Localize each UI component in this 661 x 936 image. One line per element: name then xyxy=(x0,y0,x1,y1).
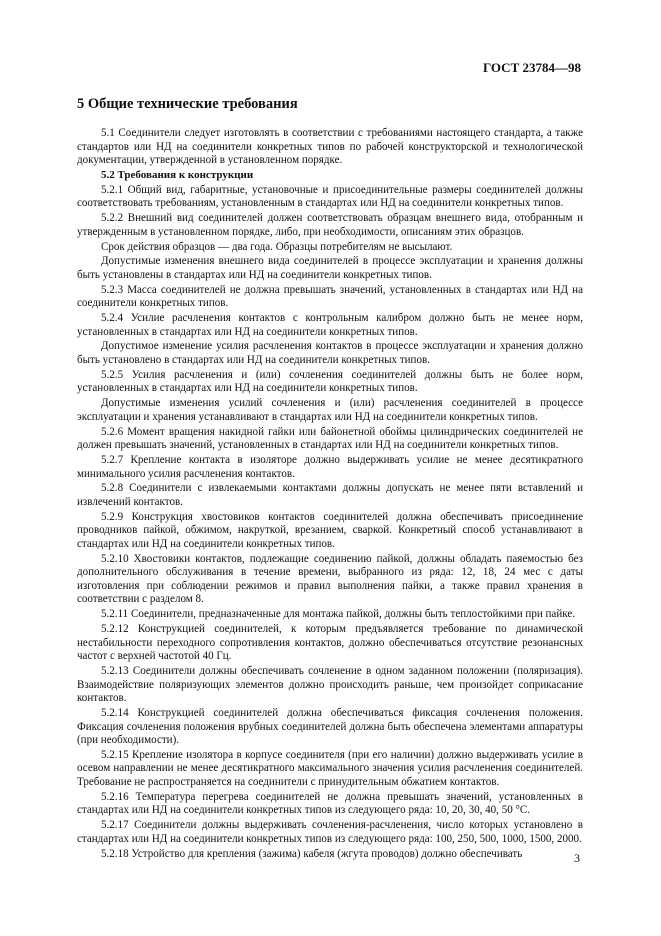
paragraph-list xyxy=(77,127,583,861)
paragraph: 5.2.8 Соединители с извлекаемыми контактами должны допускать не менее пяти вставлений и извлечений контактов. xyxy=(77,482,583,508)
paragraph: 5.2.18 Устройство для крепления (зажима) кабеля (жгута проводов) должно обеспечивать xyxy=(101,847,523,860)
page-content xyxy=(77,96,583,862)
paragraph: 5.2.16 Температура перегрева соединителей не должна превышать значений, установленных в стандартах или НД на соединители конкретных типов из следующего ряда: 10, 20, 30, 40, 50 °С. xyxy=(77,790,583,817)
paragraph: 5.2.1 Общий вид, габаритные, установочные и присоединительные размеры соединителей должны соответствовать требованиям, установленным в стандартах или НД на соединители конкретных типов. xyxy=(77,183,583,210)
paragraph: 5.2.6 Момент вращения накидной гайки или байонетной обоймы цилиндрических соединителей не должен превышать значений, установленных в стандартах или НД на соединители конкретных типов. xyxy=(77,425,583,452)
subsection-heading: 5.2 Требования к конструкции xyxy=(101,168,254,181)
paragraph: Срок действия образцов — два года. Образцы потребителям не высылают. xyxy=(101,240,453,253)
paragraph: 5.2.13 Соединители должны обеспечивать сочленение в одном заданном положении (поляризация). Взаимодействие поляризующих элементов должно происходить раньше, чем произойдет соприкасание контактов. xyxy=(77,664,583,705)
page-number: 3 xyxy=(574,851,580,865)
paragraph: 5.2.3 Масса соединителей не должна превышать значений, установленных в стандартах или НД на соединители конкретных типов. xyxy=(77,283,583,310)
paragraph: 5.2.7 Крепление контакта в изоляторе должно выдерживать усилие не менее десятикратного минимального усилия расчленения контактов. xyxy=(77,453,583,480)
section-title: 5 Общие технические требования xyxy=(77,96,298,112)
paragraph: 5.2.12 Конструкцией соединителей, к которым предъявляется требование по динамической нестабильности переходного сопротивления контактов, должно обеспечиваться отсутствие резонансных частот с верхней частотой 40 Гц. xyxy=(77,622,583,663)
paragraph: 5.2.10 Хвостовики контактов, подлежащие соединению пайкой, должны обладать паяемостью без дополнительного обслуживания в течение времени, выбранного из ряда: 12, 18, 24 мес с даты изготовления при соблюдении режимов и правил выполнения пайки, а также правил хранения в соответствии с разделом 8. xyxy=(77,552,583,606)
paragraph: 5.2.17 Соединители должны выдерживать сочленения-расчленения, число которых установлено в стандартах или НД на соединители конкретных типов из следующего ряда: 100, 250, 500, 1000, 1500, 2000. xyxy=(77,819,583,845)
paragraph: Допустимые изменения внешнего вида соединителей в процессе эксплуатации и хранения должны быть установлены в стандартах или НД на соединители конкретных типов. xyxy=(77,255,583,281)
paragraph: 5.1 Соединители следует изготовлять в соответствии с требованиями настоящего стандарта, а также стандартов или НД на соединители конкретных типов по рабочей конструкторской и технологической документации, утвержденной в установленном порядке. xyxy=(77,127,583,167)
paragraph: 5.2.11 Соединители, предназначенные для монтажа пайкой, должны быть теплостойкими при пайке. xyxy=(101,608,575,621)
paragraph: Допустимые изменения усилий сочленения и (или) расчленения соединителей в процессе эксплуатации и хранения устанавливают в стандартах или НД на соединители конкретных типов. xyxy=(77,397,583,423)
document-code: ГОСТ 23784—98 xyxy=(482,60,581,75)
paragraph: 5.2.2 Внешний вид соединителей должен соответствовать образцам внешнего вида, отобранным и утвержденным в установленном порядке, либо, при необходимости, описаниям этих образцов. xyxy=(77,212,583,238)
paragraph: Допустимое изменение усилия расчленения контактов в процессе эксплуатации и хранения должно быть установлено в стандартах или НД на соединители конкретных типов. xyxy=(77,340,583,366)
paragraph: 5.2.15 Крепление изолятора в корпусе соединителя (при его наличии) должно выдерживать усилие в осевом направлении не менее десятикратного максимального значения усилия расчленения соединителей. Требование не распространяется на соединители с принудительным обжатием контактов. xyxy=(77,748,583,789)
paragraph: 5.2.9 Конструкция хвостовиков контактов соединителей должна обеспечивать присоединение проводников пайкой, обжимом, накруткой, врезанием, сваркой. Конкретный способ устанавливают в стандартах или НД на соединители конкретных типов. xyxy=(77,510,583,550)
paragraph: 5.2.4 Усилие расчленения контактов с контрольным калибром должно быть не менее норм, установленных в стандартах или НД на соединители конкретных типов. xyxy=(77,312,583,338)
paragraph: 5.2.5 Усилия расчленения и (или) сочленения соединителей должны быть не более норм, установленных в стандартах или НД на соединители конкретных типов. xyxy=(77,368,583,395)
paragraph: 5.2.14 Конструкцией соединителей должна обеспечиваться фиксация сочленения положения. Фиксация сочленения положения врубных соединителей должна быть обеспечена элементами аппаратуры (при необходимости). xyxy=(77,706,583,747)
